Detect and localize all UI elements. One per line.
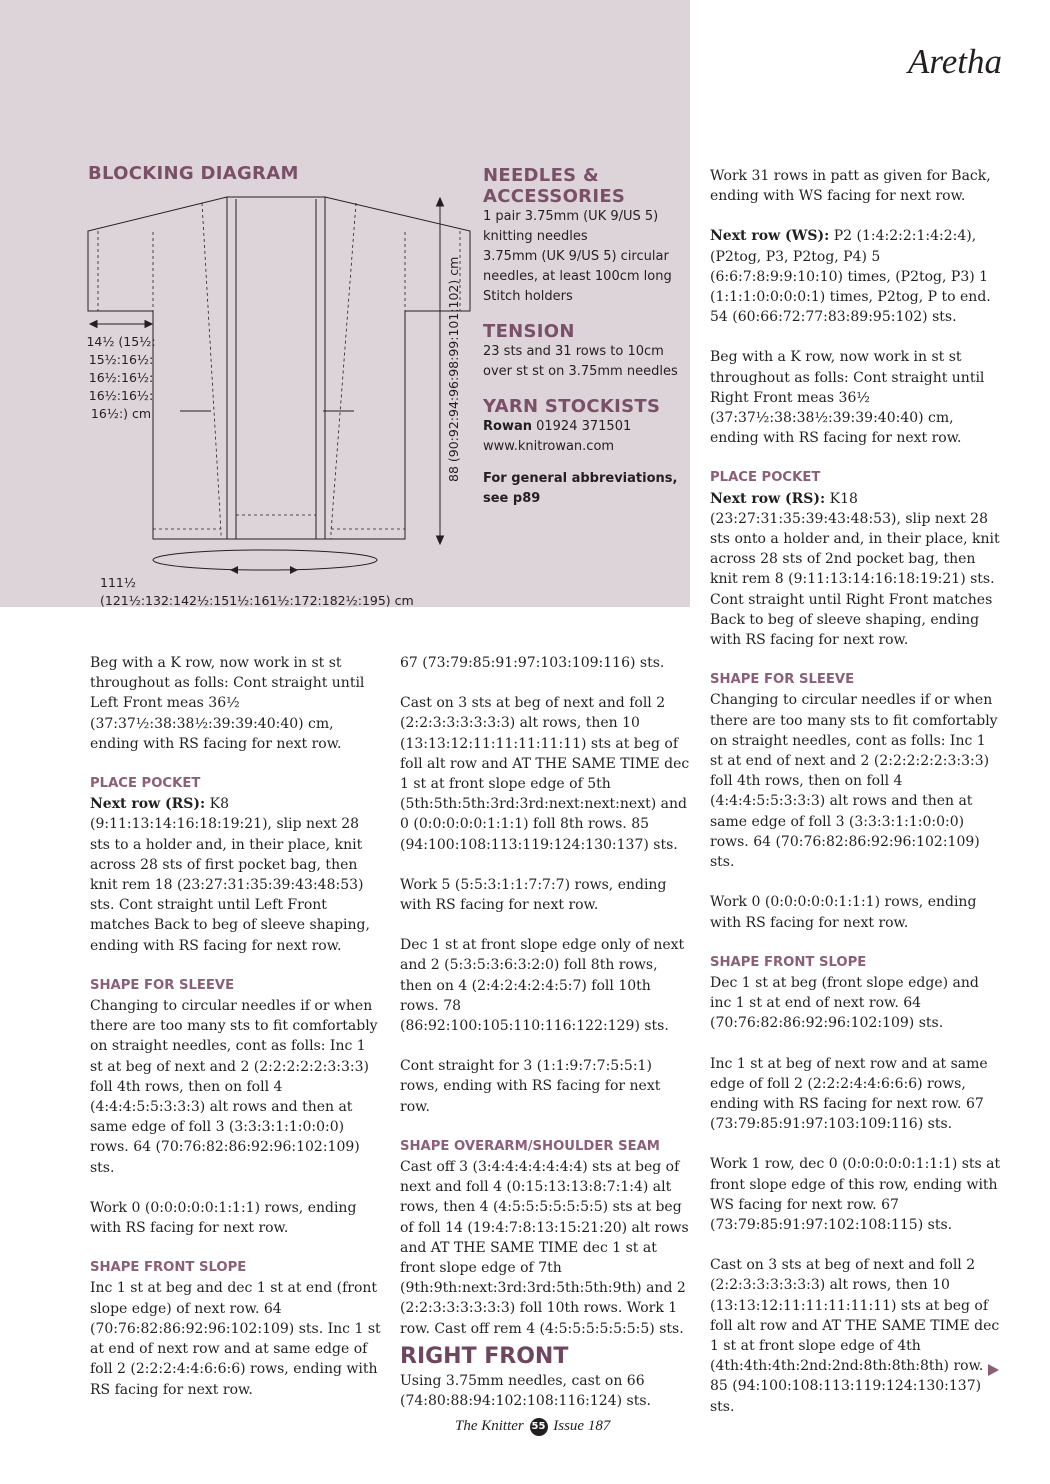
yarn-stockist: Rowan 01924 371501	[483, 419, 632, 434]
tension-section	[483, 321, 688, 382]
section-heading: SHAPE FRONT SLOPE	[710, 954, 867, 970]
needles-line: knitting needles	[483, 229, 588, 244]
magazine-name: The Knitter	[455, 1418, 524, 1434]
continue-arrow-icon	[988, 1364, 999, 1376]
paragraph: Beg with a K row, now work in st st throughout as folls: Cont straight until Right Front meas 36½ (37:37½:38:38½:39:39:40:40) cm, ending with RS facing for next row.	[710, 349, 985, 447]
blocking-diagram-title: BLOCKING DIAGRAM	[88, 163, 299, 184]
paragraph: Work 5 (5:5:3:1:1:7:7:7) rows, ending with RS facing for next row.	[400, 876, 667, 914]
paragraph: Next row (WS): P2 (1:4:2:2:1:4:2:4), (P2tog, P3, P2tog, P4) 5 (6:6:7:8:9:9:10:10) times, (P2tog, P3) 1 (1:1:1:0:0:0:0:1) times, P2tog, P to end. 54 (60:66:72:77:83:89:95:102) sts.	[710, 228, 991, 326]
paragraph: Beg with a K row, now work in st st throughout as folls: Cont straight until Left Front meas 36½ (37:37½:38:38½:39:39:40:40) cm, ending with RS facing for next row.	[90, 655, 365, 752]
paragraph: Next row (RS): K18 (23:27:31:35:39:43:48:53), slip next 28 sts onto a holder and, in their place, knit across 28 sts of 2nd pocket bag, then knit rem 8 (9:11:13:14:16:18:19:21) sts. Cont straight until Right Front matches Back to beg of sleeve shaping, ending with RS facing for next row.	[710, 490, 1000, 649]
section-heading: PLACE POCKET	[710, 470, 821, 486]
paragraph: Inc 1 st at beg and dec 1 st at end (front slope edge) of next row. 64 (70:76:82:86:92:96:102:109) sts. Inc 1 st at end of next row and at same edge of foll 2 (2:2:2:4:4:6:6:6) rows, ending with RS facing for next row.	[90, 1280, 381, 1398]
paragraph: Work 31 rows in patt as given for Back, ending with WS facing for next row.	[710, 168, 991, 205]
paragraph: Dec 1 st at front slope edge only of next and 2 (5:3:5:3:6:3:2:0) foll 8th rows, then on 4 (2:4:2:4:2:4:5:7) foll 10th rows. 78 (86:92:100:105:110:116:122:129) sts.	[400, 937, 685, 1035]
circumference-label: 111½ (121½:132:142½:151½:161½:172:182½:195) cm	[100, 575, 414, 608]
page-footer	[455, 1418, 695, 1436]
length-label: 88 (90:92:94:96:98:99:101:102) cm	[446, 256, 461, 482]
needles-line: Stitch holders	[483, 289, 573, 304]
section-heading: SHAPE FOR SLEEVE	[710, 672, 855, 688]
sleeve-width-label: 14½ (15½: 15½:16½: 16½:16½: 16½:16½: 16½:) cm	[86, 334, 156, 421]
pattern-column-3	[710, 166, 1002, 1437]
pattern-column-2	[400, 653, 690, 1431]
paragraph: Using 3.75mm needles, cast on 66 (74:80:88:94:102:108:116:124) sts.	[400, 1372, 651, 1410]
tension-heading: TENSION	[483, 321, 575, 342]
page-title: Aretha	[908, 42, 1002, 81]
needles-line: needles, at least 100cm long	[483, 269, 672, 284]
page-number: 55	[530, 1418, 548, 1436]
section-heading: SHAPE OVERARM/SHOULDER SEAM	[400, 1138, 660, 1154]
paragraph: Changing to circular needles if or when there are too many sts to fit comfortably on straight needles, cont as folls: Inc 1 st at beg of next and 2 (2:2:2:2:2:3:3:3) foll 4th rows, then on foll 4 (4:4:4:5:5:3:3:3) alt rows and then at same edge of foll 3 (3:3:3:1:1:0:0:0) rows. 64 (70:76:82:86:92:96:102:109) sts.	[90, 998, 378, 1176]
paragraph: Cast on 3 sts at beg of next and foll 2 (2:2:3:3:3:3:3:3) alt rows, then 10 (13:13:12:11:11:11:11:11) sts at beg of foll alt row and AT THE SAME TIME dec 1 st at front slope edge of 4th (4th:4th:4th:2nd:2nd:8th:8th:8th) row. 85 (94:100:108:113:119:124:130:137) sts.	[710, 1257, 1000, 1415]
pattern-column-1	[90, 653, 382, 1420]
issue-number: Issue 187	[553, 1418, 611, 1434]
sidebar-info	[483, 165, 688, 509]
abbreviations-note: For general abbreviations, see p89	[483, 471, 678, 506]
paragraph: Inc 1 st at beg of next row and at same edge of foll 2 (2:2:2:4:4:6:6:6) rows, ending with RS facing for next row. 67 (73:79:85:91:97:103:109:116) sts.	[710, 1055, 988, 1133]
paragraph: Cast on 3 sts at beg of next and foll 2 (2:2:3:3:3:3:3:3) alt rows, then 10 (13:13:12:11:11:11:11:11) sts at beg of foll alt row and AT THE SAME TIME dec 1 st at front slope edge of 5th (5th:5th:5th:3rd:3rd:next:next:next) and 0 (0:0:0:0:0:1:1:1) foll 8th rows. 85 (94:100:108:113:119:124:130:137) sts.	[400, 695, 690, 853]
section-heading: PLACE POCKET	[90, 776, 201, 792]
paragraph: Work 0 (0:0:0:0:0:1:1:1) rows, ending with RS facing for next row.	[710, 894, 977, 931]
tension-line: over st st on 3.75mm needles	[483, 364, 678, 379]
paragraph: 67 (73:79:85:91:97:103:109:116) sts.	[400, 655, 665, 671]
needles-heading: NEEDLES &	[483, 165, 599, 186]
yarn-heading: YARN STOCKISTS	[483, 396, 661, 417]
accessories-heading: ACCESSORIES	[483, 186, 626, 207]
paragraph: Work 1 row, dec 0 (0:0:0:0:0:1:1:1) sts at front slope edge of this row, ending with WS facing for next row. 67 (73:79:85:91:97:102:108:115) sts.	[710, 1156, 1001, 1233]
needles-line: 1 pair 3.75mm (UK 9/US 5)	[483, 209, 659, 224]
paragraph: Work 0 (0:0:0:0:0:1:1:1) rows, ending with RS facing for next row.	[90, 1199, 357, 1237]
needles-section	[483, 165, 688, 307]
paragraph: Cont straight for 3 (1:1:9:7:7:5:5:1) rows, ending with RS facing for next row.	[400, 1058, 661, 1115]
yarn-url: www.knitrowan.com	[483, 439, 615, 454]
paragraph: Dec 1 st at beg (front slope edge) and inc 1 st at end of next row. 64 (70:76:82:86:92:96:102:109) sts.	[710, 974, 979, 1032]
paragraph: Next row (RS): K8 (9:11:13:14:16:18:19:21), slip next 28 sts to a holder and, in their place, knit across 28 sts of first pocket bag, then knit rem 18 (23:27:31:35:39:43:48:53) sts. Cont straight until Left Front matches Back to beg of sleeve shaping, ending with RS facing for next row.	[90, 796, 370, 954]
circumference-ellipse	[153, 550, 377, 570]
section-heading: SHAPE FRONT SLOPE	[90, 1260, 247, 1276]
tension-line: 23 sts and 31 rows to 10cm	[483, 344, 664, 359]
paragraph: Cast off 3 (3:4:4:4:4:4:4:4) sts at beg of next and foll 4 (0:15:13:13:8:7:1:4) alt rows, then 4 (4:5:5:5:5:5:5:5) sts at beg of foll 14 (19:4:7:8:13:15:21:20) alt rows and AT THE SAME TIME dec 1 st at front slope edge of 7th (9th:9th:next:3rd:3rd:5th:5th:9th) and 2 (2:2:3:3:3:3:3:3) foll 10th rows. Work 1 row. Cast off rem 4 (4:5:5:5:5:5:5:5) sts.	[400, 1159, 689, 1337]
yarn-section	[483, 396, 688, 457]
needles-line: 3.75mm (UK 9/US 5) circular	[483, 249, 669, 264]
paragraph: Changing to circular needles if or when there are too many sts to fit comfortably on straight needles, cont as folls: Inc 1 st at end of next and 2 (2:2:2:2:2:3:3:3) foll 4th rows, then on foll 4 (4:4:4:5:5:3:3:3) alt rows and then at same edge of foll 3 (3:3:3:1:1:0:0:0) rows. 64 (70:76:82:86:92:96:102:109) sts.	[710, 692, 998, 871]
section-heading: SHAPE FOR SLEEVE	[90, 977, 235, 993]
right-front-heading: RIGHT FRONT	[400, 1343, 569, 1369]
